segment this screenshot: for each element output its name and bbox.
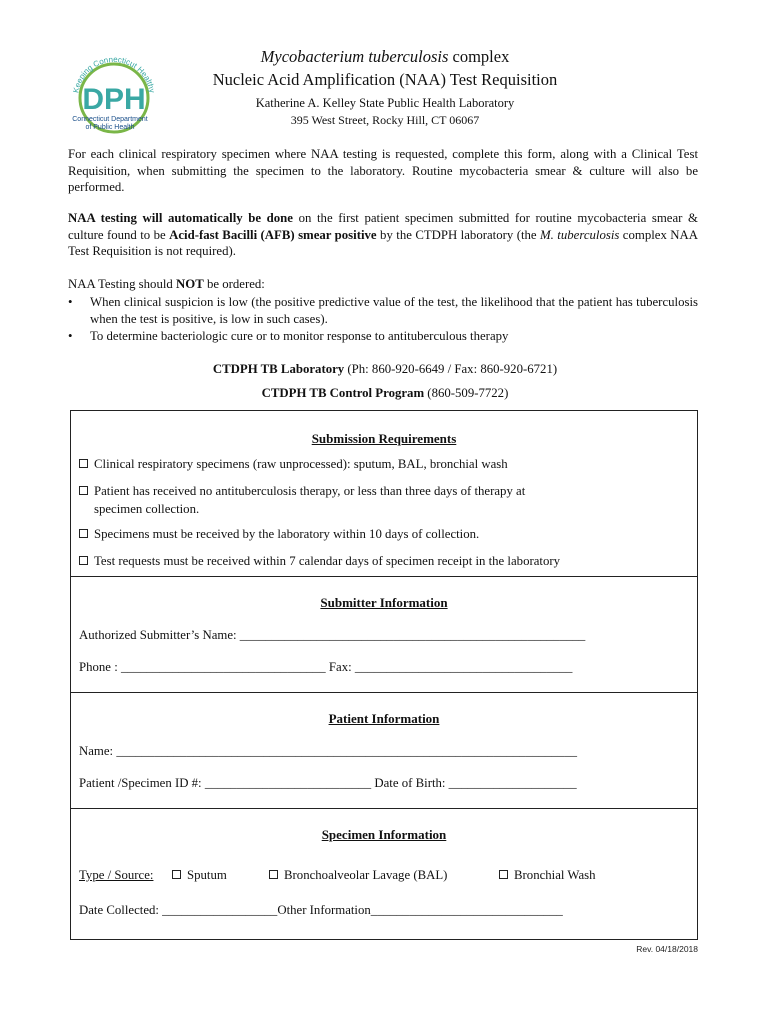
tb-lab-label: CTDPH TB Laboratory — [212, 362, 345, 376]
bal-checkbox[interactable] — [269, 870, 278, 879]
fax-label: Fax: — [325, 660, 355, 674]
patient-id-label: Patient /Specimen ID #: — [79, 776, 205, 790]
logo-letters: DPH — [82, 83, 146, 116]
requirement-continuation: specimen collection. — [94, 502, 200, 516]
submission-requirements-title: Submission Requirements — [311, 431, 457, 446]
requirement-row — [79, 554, 560, 569]
specimen-type-row — [79, 868, 153, 883]
not-ordered-heading — [68, 276, 698, 293]
submitter-information-section — [70, 576, 698, 693]
naa-auto-bold: NAA testing will automatically be done — [68, 211, 293, 225]
tb-lab-numbers: (Ph: 860-920-6649 / Fax: 860-920-6721) — [344, 362, 558, 376]
revision-date: Rev. 04/18/2018 — [636, 944, 698, 954]
requirement-label: Specimens must be received by the laboratory within 10 days of collection. — [94, 527, 480, 541]
afb-bold: Acid-fast Bacilli (AFB) smear positive — [169, 227, 377, 242]
requirement-row — [79, 484, 525, 499]
requirement-label: Patient has received no antituberculosis therapy, or less than three days of therapy at — [94, 484, 526, 498]
submitter-contact-row — [79, 660, 572, 675]
not-ordered-text2: be ordered: — [203, 277, 265, 291]
dob-field[interactable]: ____________________ — [448, 776, 577, 790]
intro-paragraph: For each clinical respiratory specimen where NAA testing is requested, complete this form, along with a Clinical Test Requisition, when submitting the specimen to the laboratory. Routine mycobacteria smear & culture will also be performed. — [68, 147, 698, 195]
bullet-dot: • — [68, 295, 73, 309]
specimen-information-section — [70, 808, 698, 940]
dob-label: Date of Birth: — [371, 776, 449, 790]
submission-requirements-section — [70, 410, 698, 577]
patient-name-field[interactable]: ________________________________________________________________________ — [116, 744, 577, 758]
bronchial-wash-checkbox[interactable] — [499, 870, 508, 879]
lab-name: Katherine A. Kelley State Public Health Laboratory — [255, 96, 515, 110]
tb-lab-contact — [0, 362, 770, 377]
title-rest: complex — [448, 47, 510, 66]
requirement-checkbox[interactable] — [79, 486, 88, 495]
submitter-name-row — [79, 628, 585, 643]
requirement-checkbox[interactable] — [79, 556, 88, 565]
naa-auto-text1: on the first patient specimen submitted for routine mycobacteria smear & culture found to be — [68, 211, 698, 242]
bal-label: Bronchoalveolar Lavage (BAL) — [284, 868, 448, 882]
tb-program-contact — [0, 386, 770, 401]
logo-caption-line2: of Public Health — [85, 124, 135, 131]
not-ordered-text1: NAA Testing should — [68, 277, 177, 291]
form-subtitle: Nucleic Acid Amplification (NAA) Test Requisition — [212, 70, 558, 89]
tb-program-number: (860-509-7722) — [424, 386, 509, 400]
naa-auto-paragraph — [68, 210, 698, 260]
patient-name-label: Name: — [79, 744, 117, 758]
phone-field[interactable]: ________________________________ — [120, 660, 326, 674]
other-information-label: Other Information — [277, 903, 371, 917]
requirement-checkbox[interactable] — [79, 529, 88, 538]
sputum-label: Sputum — [187, 868, 227, 882]
requirement-row — [79, 457, 508, 472]
phone-label: Phone : — [79, 660, 121, 674]
patient-id-row — [79, 776, 577, 791]
organism-name: Mycobacterium tuberculosis — [260, 47, 449, 66]
specimen-information-title: Specimen Information — [321, 827, 447, 842]
patient-information-section — [70, 692, 698, 809]
lab-address: 395 West Street, Rocky Hill, CT 06067 — [290, 113, 480, 127]
other-information-field[interactable]: ______________________________ — [370, 903, 563, 917]
naa-auto-text2: by the CTDPH laboratory (the — [376, 227, 541, 242]
bullet-text: When clinical suspicion is low (the positive predictive value of the test, the likelihood that the patient has tuberculosis when the test is positive, is low in such cases). — [90, 295, 698, 326]
date-collected-field[interactable]: __________________ — [162, 903, 278, 917]
submitter-information-title: Submitter Information — [320, 595, 448, 610]
fax-field[interactable]: __________________________________ — [354, 660, 573, 674]
date-collected-label: Date Collected: — [79, 903, 163, 917]
not-bold: NOT — [176, 277, 204, 291]
sputum-checkbox[interactable] — [172, 870, 181, 879]
naa-auto-text3: complex NAA Test Requisition is not required). — [68, 227, 699, 259]
logo-caption-line1: Connecticut Department — [72, 116, 148, 123]
form-title — [0, 47, 770, 67]
patient-information-title: Patient Information — [328, 711, 440, 726]
option-bal[interactable] — [269, 868, 447, 883]
logo-arc-text: Keeping Connecticut Healthy — [71, 54, 157, 94]
patient-id-field[interactable]: __________________________ — [204, 776, 372, 790]
submitter-name-label: Authorized Submitter’s Name: — [79, 628, 240, 642]
option-sputum[interactable] — [172, 868, 227, 883]
mtb-italic: M. tuberculosis — [540, 227, 620, 242]
patient-name-row — [79, 744, 577, 759]
option-bronchial-wash[interactable] — [499, 868, 596, 883]
bullet-text: To determine bacteriologic cure or to monitor response to antituberculous therapy — [90, 329, 509, 343]
tb-program-label: CTDPH TB Control Program — [261, 386, 425, 400]
bronchial-wash-label: Bronchial Wash — [514, 868, 596, 882]
requirement-checkbox[interactable] — [79, 459, 88, 468]
requirement-label: Test requests must be received within 7 calendar days of specimen receipt in the laboratory — [94, 554, 561, 568]
requirement-row — [79, 527, 479, 542]
requirement-label: Clinical respiratory specimens (raw unprocessed): sputum, BAL, bronchial wash — [94, 457, 508, 471]
specimen-type-label: Type / Source: — [79, 868, 154, 882]
submitter-name-field[interactable]: ______________________________________________________ — [239, 628, 586, 642]
bullet-dot: • — [68, 329, 73, 343]
bullet-item — [68, 294, 698, 328]
date-other-row — [79, 903, 563, 918]
bullet-item — [68, 328, 698, 346]
